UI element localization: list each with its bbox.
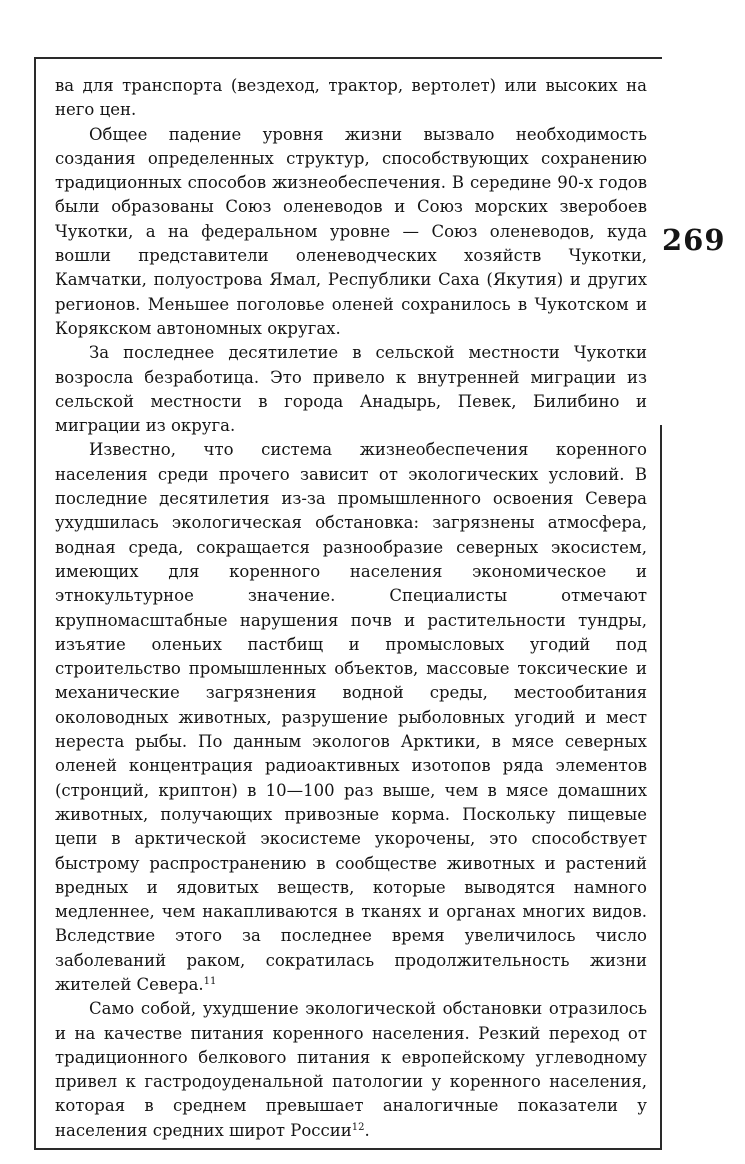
frame-left-rule [34,57,36,1150]
paragraph-2-text: Общее падение уровня жизни вызвало необходимость создания определенных структур, способствующих сохранению традиционных способов жизнеобеспечения. В середине 90-х годов были образованы Союз оленеводов и Союз морских зверобоев Чукотки, а на федеральном уровне — Союз оленеводов, куда вошли представители оленеводческих хозяйств Чукотки, Камчатки, полуострова Ямал, Республики Саха (Якутия) и других регионов. Меньшее поголовье оленей сохранилось в Чукотском и Корякском автономных округах. [55,124,647,338]
page-number: 269 [662,223,726,257]
paragraph-4-text: Известно, что система жизнеобеспечения коренного населения среди прочего зависит от экологических условий. В последние десятилетия из-за промышленного освоения Севера ухудшилась экологическая обстановка: загрязнены атмосфера, водная среда, сокращается разнообразие северных экосистем, имеющих для коренного населения экономическое и этнокультурное значение. Специалисты отмечают крупномасштабные нарушения почв и растительности тундры, изъятие оленьих пастбищ и промысловых угодий под строительство промышленных объектов, массовые токсические и механические загрязнения водной среды, местообитания околоводных животных, разрушение рыболовных угодий и мест нереста рыбы. По данным экологов Арктики, в мясе северных оленей концентрация радиоактивных изотопов ряда элементов (стронций, криптон) в 10—100 раз выше, чем в мясе домашних животных, получающих привозные корма. Поскольку пищевые цепи в арктической экосистеме укорочены, это способствует быстрому распространению в сообществе животных и растений вредных и ядовитых веществ, которые выводятся намного медленнее, чем накапливаются в тканях и органах многих видов. Вследствие этого за последнее время увеличилось число заболеваний раком, сократилась продолжительность жизни жителей Севера. [55,440,647,994]
paragraph-5 [55,997,647,1143]
paragraph-1 [55,74,647,123]
paragraph-2 [55,123,647,342]
frame-bottom-rule [34,1148,662,1150]
paragraph-5-text: Само собой, ухудшение экологической обстановки отразилось и на качестве питания коренного населения. Резкий переход от традиционного белкового питания к европейскому углеводному привел к гастродоуденальной патологии у коренного населения, которая в среднем превышает аналогичные показатели у населения средних широт России [55,999,647,1140]
footnote-ref-12: 12 [351,1121,365,1133]
paragraph-3-text: За последнее десятилетие в сельской местности Чукотки возросла безработица. Это привело к внутренней миграции из сельской местности в города Анадырь, Певек, Билибино и миграции из округа. [55,343,647,436]
frame-right-rule [660,425,662,1150]
body-text [55,74,647,1143]
paragraph-3 [55,341,647,438]
paragraph-4 [55,438,647,997]
paragraph-1-text: ва для транспорта (вездеход, трактор, вертолет) или высоких на него цен. [55,76,647,120]
paragraph-5-end: . [364,1120,370,1140]
frame-top-rule [34,57,662,59]
footnote-ref-11: 11 [203,975,217,987]
